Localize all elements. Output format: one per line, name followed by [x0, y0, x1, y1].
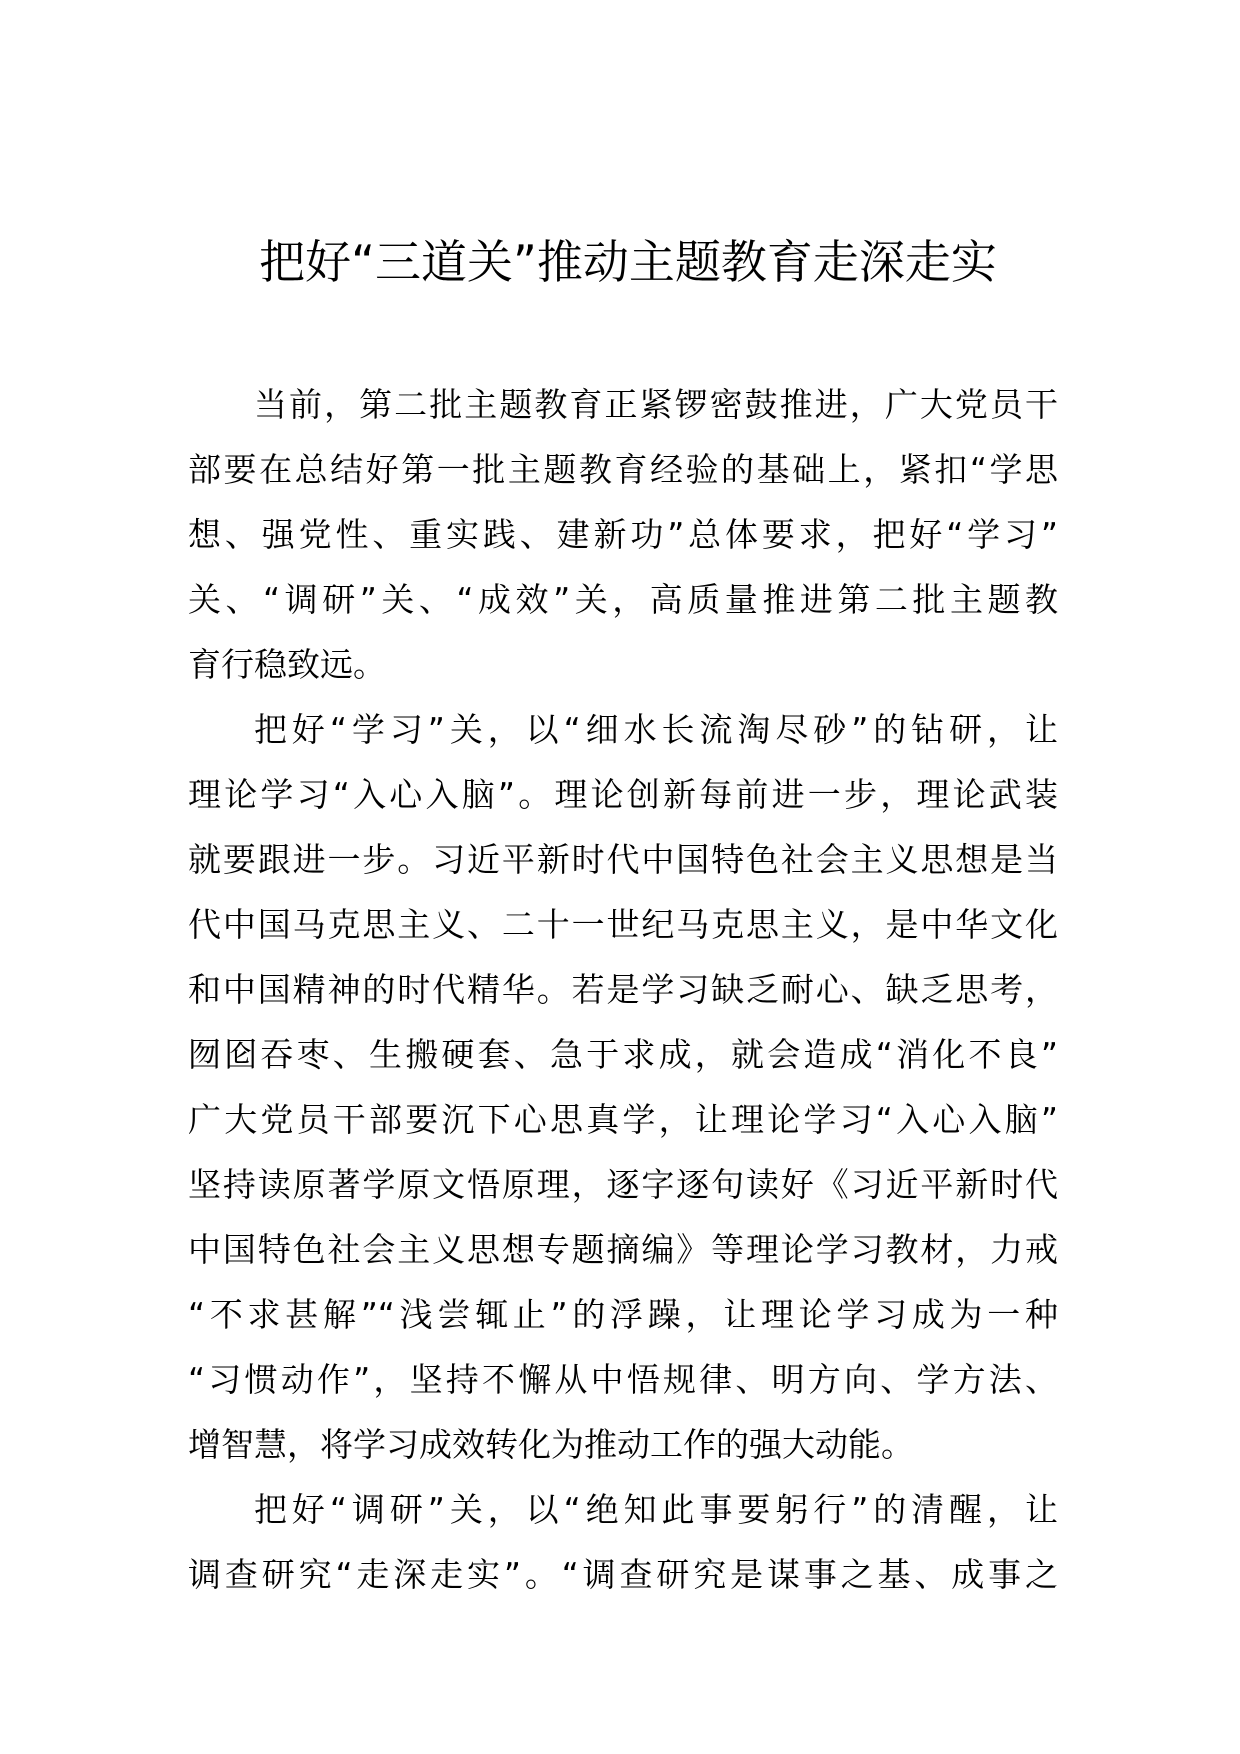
text-line: 调查研究“走深走实”。“调查研究是谋事之基、成事之	[188, 1555, 1058, 1594]
text-line: 当前，第二批主题教育正紧锣密鼓推进，广大党员干	[254, 385, 1058, 424]
text-line: 中国特色社会主义思想专题摘编》等理论学习教材，力戒	[188, 1230, 1058, 1269]
document-title: 把好“三道关”推动主题教育走深走实	[259, 235, 997, 289]
text-line: 代中国马克思主义、二十一世纪马克思主义，是中华文化	[188, 905, 1058, 944]
text-line: “习惯动作”，坚持不懈从中悟规律、明方向、学方法、	[188, 1360, 1058, 1399]
text-line: 和中国精神的时代精华。若是学习缺乏耐心、缺乏思考，	[188, 970, 1058, 1009]
text-line: 部要在总结好第一批主题教育经验的基础上，紧扣“学思	[188, 450, 1058, 489]
text-line: 增智慧，将学习成效转化为推动工作的强大动能。	[188, 1425, 914, 1464]
text-line: 把好“调研”关，以“绝知此事要躬行”的清醒，让	[254, 1490, 1058, 1529]
text-line: “不求甚解”“浅尝辄止”的浮躁，让理论学习成为一种	[188, 1295, 1058, 1334]
text-line: 广大党员干部要沉下心思真学，让理论学习“入心入脑”	[188, 1100, 1058, 1139]
text-line: 关、“调研”关、“成效”关，高质量推进第二批主题教	[188, 580, 1058, 619]
text-line: 理论学习“入心入脑”。理论创新每前进一步，理论武装	[188, 775, 1058, 814]
document-body	[188, 372, 1058, 1607]
text-line: 囫囵吞枣、生搬硬套、急于求成，就会造成“消化不良”	[188, 1035, 1058, 1074]
text-line: 坚持读原著学原文悟原理，逐字逐句读好《习近平新时代	[188, 1165, 1058, 1204]
text-line: 育行稳致远。	[188, 645, 386, 684]
text-line: 想、强党性、重实践、建新功”总体要求，把好“学习”	[188, 515, 1058, 554]
text-line: 就要跟进一步。习近平新时代中国特色社会主义思想是当	[188, 840, 1058, 879]
text-line: 把好“学习”关，以“细水长流淘尽砂”的钻研，让	[254, 710, 1058, 749]
